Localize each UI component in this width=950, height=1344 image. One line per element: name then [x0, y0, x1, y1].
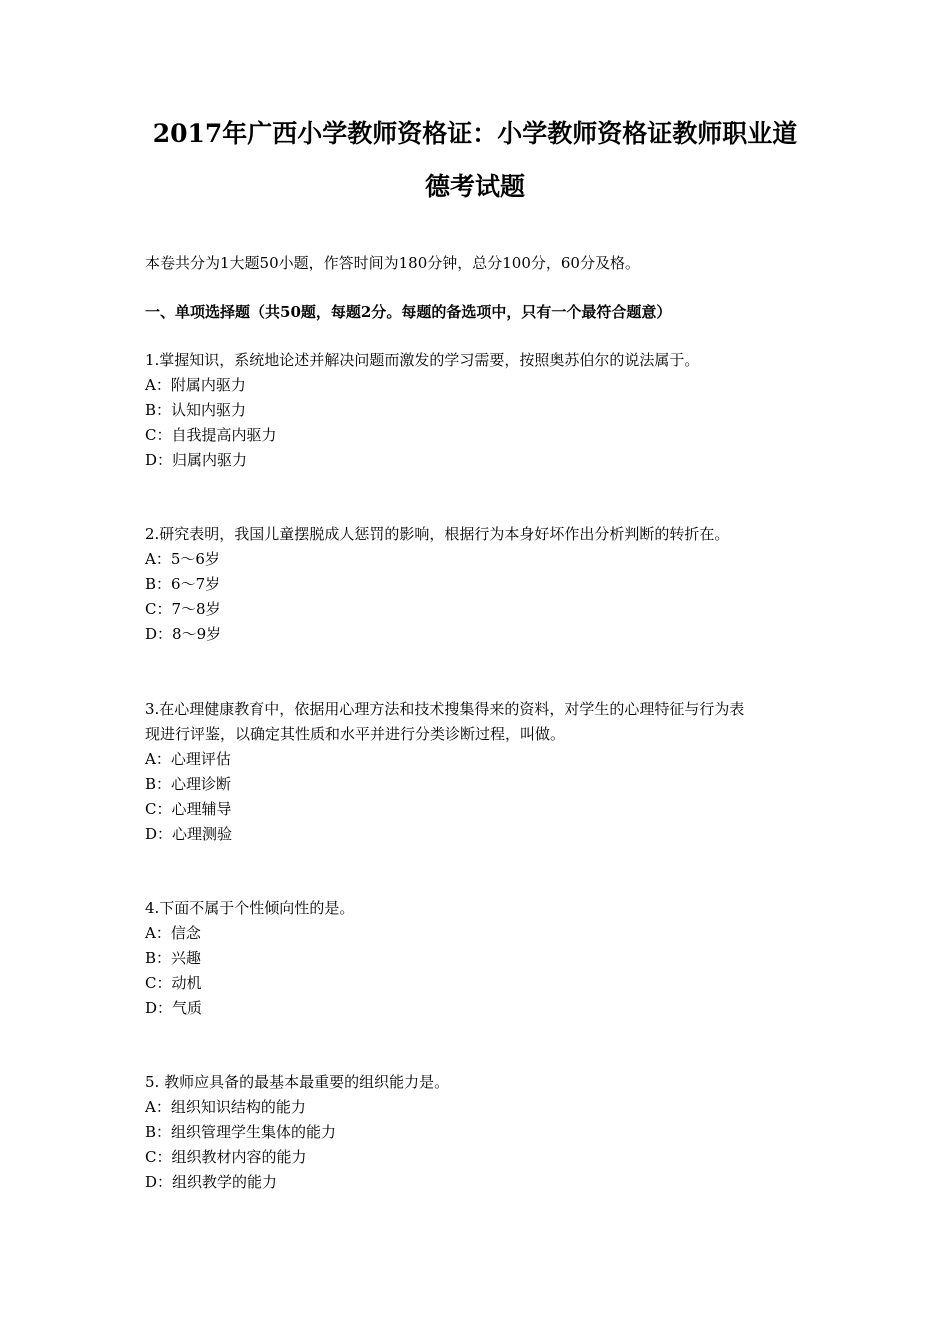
option-a: A：信念 [145, 924, 201, 942]
question-1 [145, 348, 835, 473]
option-d: D：归属内驱力 [145, 451, 248, 469]
question-3 [145, 697, 835, 847]
option-b: B：认知内驱力 [145, 401, 247, 419]
option-b: B：组织管理学生集体的能力 [145, 1123, 337, 1141]
exam-intro: 本卷共分为1大题50小题，作答时间为180分钟，总分100分，60分及格。 [145, 254, 640, 272]
option-a: A：附属内驱力 [145, 376, 246, 394]
question-2 [145, 522, 835, 647]
question-stem: 1.掌握知识，系统地论述并解决问题而激发的学习需要，按照奥苏伯尔的说法属于。 [145, 351, 700, 369]
document-title-line-2: 德考试题 [424, 172, 525, 201]
question-stem: 5. 教师应具备的最基本最重要的组织能力是。 [145, 1073, 450, 1091]
option-d: D：心理测验 [145, 825, 233, 843]
option-a: A：5～6岁 [145, 550, 220, 568]
section-heading: 一、单项选择题（共50题，每题2分。每题的备选项中，只有一个最符合题意） [145, 303, 672, 321]
option-c: C：心理辅导 [145, 800, 232, 818]
question-stem-line-1: 3.在心理健康教育中，依据用心理方法和技术搜集得来的资料，对学生的心理特征与行为表 [145, 700, 745, 718]
option-c: C：7～8岁 [145, 600, 221, 618]
option-b: B：心理诊断 [145, 775, 232, 793]
option-d: D：气质 [145, 999, 203, 1017]
document-title-line-1: 2017年广西小学教师资格证：小学教师资格证教师职业道 [152, 119, 798, 148]
option-c: C：动机 [145, 974, 202, 992]
question-stem: 2.研究表明，我国儿童摆脱成人惩罚的影响，根据行为本身好坏作出分析判断的转折在。 [145, 525, 730, 543]
option-b: B：6～7岁 [145, 575, 221, 593]
question-stem-line-2: 现进行评鉴，以确定其性质和水平并进行分类诊断过程，叫做。 [145, 725, 566, 743]
option-a: A：心理评估 [145, 750, 231, 768]
option-b: B：兴趣 [145, 949, 202, 967]
option-d: D：8～9岁 [145, 625, 222, 643]
option-c: C：自我提高内驱力 [145, 426, 277, 444]
option-a: A：组织知识结构的能力 [145, 1098, 306, 1116]
option-c: C：组织教材内容的能力 [145, 1148, 307, 1166]
option-d: D：组织教学的能力 [145, 1173, 278, 1191]
question-stem: 4.下面不属于个性倾向性的是。 [145, 899, 355, 917]
question-5 [145, 1070, 835, 1195]
question-4 [145, 896, 835, 1021]
